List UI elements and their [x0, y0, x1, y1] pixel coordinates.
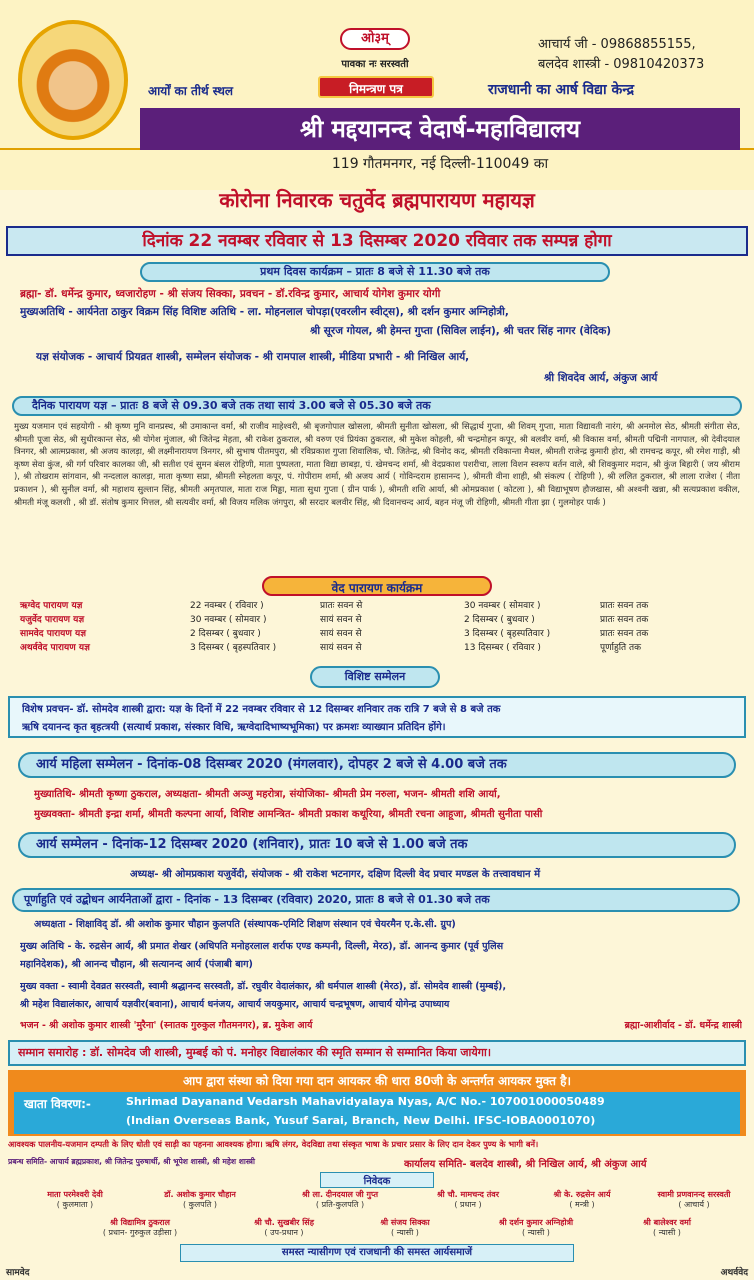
nivedak-member: श्री संजय सिक्का ( न्यासी ): [380, 1218, 430, 1237]
contact-baldev: बलदेव शास्त्री - 09810420373: [538, 57, 705, 72]
mahila-title: आर्य महिला सम्मेलन - दिनांक-08 दिसम्बर 2020 (मंगलवार), दोपहर 2 बजे से 4.00 बजे तक: [18, 752, 736, 778]
mahila-line2: मुख्यवक्ता- श्रीमती इन्द्रा शर्मा, श्रीमती कल्पना आर्या, विशिष्ट आमन्त्रित- श्रीमती प्रकाश कथूरिया, श्रीमती रचना आहूजा, श्रीमती सुनीता पासी: [34, 809, 543, 820]
samman-text: सम्मान समारोह : डॉ. सोमदेव जी शास्त्री, मुम्बई को पं. मनोहर विद्यालंकार की स्मृति सम्मान से सम्मानित किया जायेगा।: [18, 1046, 491, 1059]
college-address: 119 गौतमनगर, नई दिल्ली-110049 का: [331, 156, 549, 172]
nivedak-member: माता परमेश्वरी देवी ( कुलमाता ): [47, 1190, 103, 1209]
daily-donors: मुख्य यजमान एवं सहयोगी - श्री कृष्ण मुनि वानप्रस्थ, श्री उमाकान्त वर्मा, श्री राजीव माहेश्वरी, श्री बृजगोपाल खोसला, श्रीमती सुनीता खोसला, श्री सिद्धार्थ गुप्ता, श्री शिवम् गुप्ता, माता विद्यावती नारंग, श्री अनमोल सेठ, श्रीमती संगीता सेठ, श्रीमती पूजा सेठ, श्री सुधीरकान्त सेठ, श्री योगेश मुंजाल, श्री जितेन्द्र मेहता, श्री राकेश ठुकराल, श्री वरुण एवं प्रियंका ठुकराल, श्री मुकेश कोहली, श्री चन्द्रमोहन कपूर, श्री बलवीर वर्मा, श्री विकास वर्मा, श्रीमती पद्मिनी नागपाल, श्री देवीदयाल त्रिनगर, श्री आत्मप्रकाश, श्री अजय कालड़ा, श्री लक्ष्मीनारायण त्रिनगर, श्री सुभाष पीतमपुरा, श्री रविप्रकाश गुप्ता शिवालिक, चौ. जितेन्द्र, श्री विनोद कद, श्रीमती रविकान्ता मैथल, श्रीमती राजेन्द्र कुमारी होरा, श्री रामचन्द्र कपूर, श्री रमेश गाड़ी, श्री कृष्ण सेवा कुंज, श्री गर्ग परिवार कालका जी, श्री सतीश एवं सुमन बंसल रोहिणी, माता पुष्पलता, माता विद्या छाबड़ा, पं. खेमचन्द शर्मा, श्री वेदप्रकाश पशरीचा, लाला विशन स्वरूप बर्तन वाले, श्री शिवकुमार मदान, श्री कुंज बिहारी ( जय श्रीराम ), श्री तोखराम सांगवान, श्री नन्दलाल कालड़ा, माता कृष्णा सप्रा, श्रीमती स्नेहलता कपूर, पं. गोपीराम शर्मा, श्री अजय आर्य ( गोविन्दराम हासानन्द ), श्रीमती वीना शाही, श्री संकल्प ( रोहिणी ), श्री ललित ठुकराल, श्री लाला राजेश ( नीता प्रकाशन ), श्री सुनील वर्मा, श्री महाशय सुल्तान सिंह, श्रीमती अमृतपाल, माता राज मिड्ढा, माता सुधा गुप्ता ( ग्रीन पार्क ), श्रीमती शशि आर्या, श्री ओमप्रकाश ( कोटला ), श्री विद्याभूषण हौजखास, श्री अश्वनी खन्ना, श्री सत्यप्रकाश वकील, श्रीमती मंजू कलशी , श्री डॉ. संतोष कुमार मित्तल, श्री सत्यवीर वर्मा, श्री विजय मलिक जंगपुरा, श्री सरदार बलवीर सिंह, श्री दिवानचन्द आर्य, बहन मंजू जी रोहिणी, श्रीमती गीता झा ( गुलमोहर पार्क ): [14, 421, 740, 507]
prabandh-samiti: प्रबन्ध समिति- आचार्य ब्रह्मप्रकाश, श्री जितेन्द्र पुरुषार्थी, श्री भूपेश शास्त्री, श्री महेश शास्त्री: [8, 1157, 255, 1166]
om-emblem: ओ३म्: [340, 28, 410, 50]
special-line1: विशेष प्रवचन- डॉ. सोमदेव शास्त्री द्वारा: यज्ञ के दिनों में 22 नवम्बर रविवार से 12 दिसम्बर शनिवार तक रात्रि 7 बजे से 8 बजे तक: [22, 704, 501, 715]
donation-panel: [8, 1070, 746, 1136]
purna-line2: मुख्य अतिथि - के. रुद्रसेन आर्य, श्री प्रमात शेखर (अधिपति मनोहरलाल शर्राफ एण्ड कम्पनी, दिल्ली, मेरठ), डॉ. आनन्द कुमार (पूर्व पुलिस: [20, 941, 504, 952]
purna-line4: मुख्य वक्ता - स्वामी देवव्रत सरस्वती, स्वामी श्रद्धानन्द सरस्वती, डॉ. रघुवीर वेदालंकार, श्री धर्मपाल शास्त्री (मेरठ), डॉ. सोमदेव शास्त्री (मुम्बई),: [20, 981, 507, 992]
day1-title: प्रथम दिवस कार्यक्रम – प्रातः 8 बजे से 11.30 बजे तक: [140, 262, 610, 282]
purna-line6: भजन - श्री अशोक कुमार शास्त्री 'मुरैना' (स्नातक गुरुकुल गौतमनगर), ब्र. मुकेश आर्य: [20, 1020, 313, 1031]
special-line2: ऋषि दयानन्द कृत बृहत्त्रयी (सत्यार्थ प्रकाश, संस्कार विधि, ऋग्वेदादिभाष्यभूमिका) पर क्रमशः व्याख्यान प्रतिदिन होंगे।: [22, 722, 446, 733]
motto: पावका नः सरस्वती: [341, 59, 409, 70]
day1-line1: ब्रह्मा- डॉ. धर्मेन्द्र कुमार, ध्वजारोहण - श्री संजय सिक्का, प्रवचन - डॉ.रविन्द्र कुमार, आचार्य योगेश कुमार योगी: [20, 288, 441, 300]
nivedak-title: निवेदक: [320, 1172, 434, 1188]
arya-title: आर्य सम्मेलन - दिनांक-12 दिसम्बर 2020 (शनिवार), प्रातः 10 बजे से 1.00 बजे तक: [18, 832, 736, 858]
corner-samaveda: सामवेद: [6, 1268, 30, 1278]
bank-label: खाता विवरण:-: [24, 1097, 91, 1111]
nivedak-member: श्री बालेश्वर वर्मा ( न्यासी ): [643, 1218, 691, 1237]
day1-line2: मुख्यअतिथि - आर्यनेता ठाकुर विक्रम सिंह विशिष्ट अतिथि - ला. मोहनलाल चोपड़ा(एवरलीन स्वीट्स), श्री दर्शन कुमार अग्निहोत्री,: [20, 306, 509, 318]
mahila-line1: मुख्यातिथि- श्रीमती कृष्णा ठुकराल, अध्यक्षता- श्रीमती अञ्जु महरोत्रा, संयोजिका- श्रीमती प्रेम नरुला, भजन- श्रीमती शशि आर्या,: [34, 789, 501, 800]
donation-text: आप द्वारा संस्था को दिया गया दान आयकर की धारा 80जी के अन्तर्गत आयकर मुक्त है।: [182, 1074, 572, 1088]
nivedak-member: श्री चौ. सुखबीर सिंह ( उप-प्रधान ): [254, 1218, 314, 1237]
day1-line3: श्री सूरज गोयल, श्री हेमन्त गुप्ता (सिविल लाईन), श्री चतर सिंह नागर (वेदिक): [310, 325, 612, 337]
swami-dayanand-portrait: [18, 20, 128, 140]
invitation-badge: निमन्त्रण पत्र: [318, 76, 434, 98]
bank-line2: (Indian Overseas Bank, Yusuf Sarai, Branch, New Delhi. IFSC-IOBA0001070): [126, 1114, 596, 1127]
nivedak-member: श्री चौ. मामचन्द तंवर ( प्रधान ): [436, 1190, 499, 1209]
veda-title: वेद पारायण कार्यक्रम: [262, 576, 492, 596]
purna-title: पूर्णाहुति एवं उद्बोधन आर्यनेताओं द्वारा - दिनांक - 13 दिसम्बर (रविवार) 2020, प्रातः 8 बजे से 01.30 बजे तक: [12, 888, 740, 912]
purna-line3: महानिदेशक), श्री आनन्द चौहान, श्री सत्यानन्द आर्य (पंजाबी बाग): [20, 959, 253, 970]
nivedak-member: श्री के. रुद्रसेन आर्य ( मन्त्री ): [553, 1190, 611, 1209]
daily-title: दैनिक पारायण यज्ञ – प्रातः 8 बजे से 09.30 बजे तक तथा सायं 3.00 बजे से 05.30 बजे तक: [12, 396, 742, 416]
nivedak-member: डॉ. अशोक कुमार चौहान ( कुलपति ): [164, 1190, 236, 1209]
nivedak-member: श्री दर्शन कुमार अग्निहोत्री ( न्यासी ): [498, 1218, 574, 1237]
purna-line1: अध्यक्षता - शिक्षाविद् डॉ. श्री अशोक कुमार चौहान कुलपति (संस्थापक-एमिटि शिक्षण संस्थान एवं चेयरमैन ए.के.सी. ग्रुप): [34, 919, 456, 930]
samman-box: [8, 1040, 746, 1066]
veda-table: ऋग्वेद पारायण यज्ञ 22 नवम्बर ( रविवार ) प्रातः सवन से 30 नवम्बर ( सोमवार ) प्रातः सवन तक यजुर्वेद पारायण यज्ञ 30 नवम्बर ( सोमवार ) सायं सवन से 2 दिसम्बर ( बुधवार ) प्रातः सवन तक सामवेद पारायण यज्ञ 2 दिसम्बर ( बुधवार ) सायं सवन से 3 दिसम्बर ( बृहस्पतिवार ) प्रातः सवन तक अथर्ववेद पारायण यज्ञ 3 दिसम्बर ( बृहस्पतिवार ) सायं सवन से 13 दिसम्बर ( रविवार ) पूर्णाहुति तक: [20, 601, 649, 653]
event-dates: दिनांक 22 नवम्बर रविवार से 13 दिसम्बर 2020 रविवार तक सम्पन्न होगा: [6, 226, 748, 256]
tirth-sthal: आर्यों का तीर्थ स्थल: [148, 84, 234, 98]
day1-line4: यज्ञ संयोजक - आचार्य प्रियव्रत शास्त्री, सम्मेलन संयोजक - श्री रामपाल शास्त्री, मीडिया प्रभारी - श्री निखिल आर्य,: [36, 351, 470, 363]
nivedak-member: स्वामी प्रणवानन्द सरस्वती ( आचार्य ): [657, 1190, 731, 1209]
purna-brahma: ब्रह्मा-आशीर्वाद - डॉ. धर्मेन्द्र शास्त्री: [624, 1020, 742, 1031]
nivedak-member: श्री विद्यामित्र ठुकराल ( प्रधान- गुरुकुल उड़ीसा ): [102, 1218, 178, 1237]
header: [0, 0, 754, 150]
arya-line1: अध्यक्ष- श्री ओमप्रकाश यजुर्वेदी, संयोजक - श्री राकेश भटनागर, दक्षिण दिल्ली वेद प्रचार मण्डल के तत्त्वावधान में: [130, 869, 541, 880]
corner-atharvaveda: अथर्ववेद: [720, 1268, 748, 1278]
nivedak-footer: समस्त न्यासीगण एवं राजधानी की समस्त आर्यसमाजें: [180, 1244, 574, 1262]
college-name: श्री मद्दयानन्द वेदार्ष-महाविद्यालय: [140, 108, 740, 150]
yagya-title: कोरोना निवारक चतुर्वेद ब्रह्मपारायण महायज्ञ: [219, 188, 535, 212]
purna-line5: श्री महेश विद्यालंकार, आचार्य यज्ञवीर(बवाना), आचार्य धनंजय, आचार्य जयकुमार, आचार्य चन्द्रभूषण, आचार्य योगेन्द्र उपाध्याय: [20, 999, 450, 1010]
vidya-kendra: राजधानी का आर्ष विद्या केन्द्र: [488, 82, 635, 98]
karyalaya-samiti: कार्यालय समिति- बलदेव शास्त्री, श्री निखिल आर्य, श्री अंकुज आर्य: [404, 1159, 647, 1170]
special-box: [8, 696, 746, 738]
day1-line5: श्री शिवदेव आर्य, अंकुज आर्य: [544, 372, 658, 384]
nivedak-member: श्री ला. दीनदयाल जी गुप्त ( प्रति-कुलपति ): [301, 1190, 379, 1209]
bank-line1: Shrimad Dayanand Vedarsh Mahavidyalaya Nyas, A/C No.- 107001000050489: [126, 1095, 605, 1108]
notice: आवश्यक पालनीय-यजमान दम्पती के लिए धोती एवं साड़ी का पहनना आवश्यक होगा। ऋषि लंगर, वेदविद्या तथा संस्कृत भाषा के प्रचार प्रसार के लिए दान देकर पुण्य के भागी बनें।: [8, 1139, 539, 1149]
special-title: विशिष्ट सम्मेलन: [310, 666, 440, 688]
contact-acharya: आचार्य जी - 09868855155,: [538, 37, 696, 52]
bank-panel: [14, 1092, 740, 1134]
